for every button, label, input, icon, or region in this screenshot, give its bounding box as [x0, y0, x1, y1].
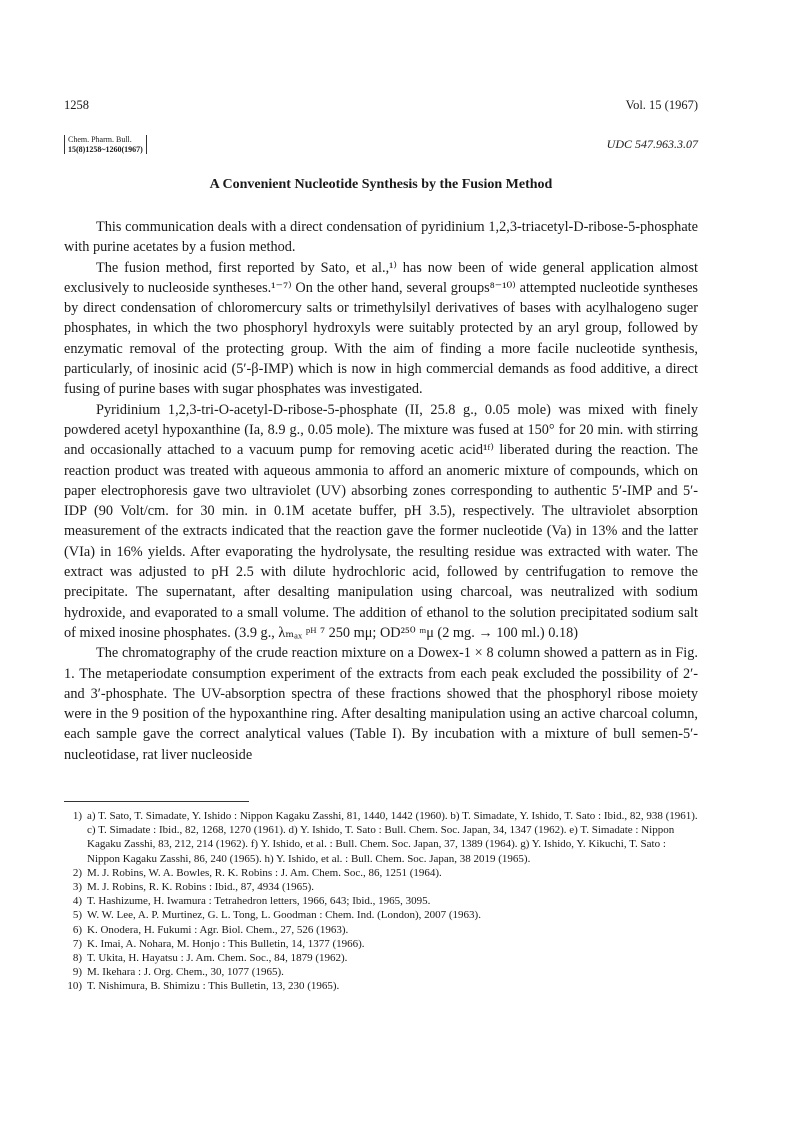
reference-item [64, 937, 698, 951]
reference-text: T. Hashizume, H. Iwamura : Tetrahedron letters, 1966, 643; Ibid., 1965, 3095. [87, 895, 431, 908]
article-body [64, 217, 698, 765]
reference-item [64, 979, 698, 993]
running-header [64, 98, 698, 114]
reference-number: 3) [72, 881, 82, 894]
udc-code: UDC 547.963.3.07 [606, 137, 698, 151]
reference-number: 10) [67, 980, 82, 993]
reference-text: M. J. Robins, R. K. Robins : Ibid., 87, 4934 (1965). [87, 881, 315, 894]
reference-text: K. Onodera, H. Fukumi : Agr. Biol. Chem., 27, 526 (1963). [87, 923, 349, 936]
paragraph: The chromatography of the crude reaction mixture on a Dowex-1 × 8 column showed a pattern as in Fig. 1. The metaperiodate consumption experiment of the extracts from each peak excluded the possibility of 2′- and 3′-phosphate. The UV-absorption spectra of these fractions showed that the phosphoryl ribose moiety were in the 9 position of the hypoxanthine ring. After desalting manipulation using an active charcoal column, each sample gave the correct analytical values (Table I). By incubation with a mixture of bull semen-5′-nucleotidase, rat liver nucleoside [64, 645, 698, 763]
reference-text: M. J. Robins, W. A. Bowles, R. K. Robins : J. Am. Chem. Soc., 86, 1251 (1964). [87, 866, 442, 879]
reference-text: T. Ukita, H. Hayatsu : J. Am. Chem. Soc., 84, 1879 (1962). [87, 952, 348, 965]
citation-issue: 15(8)1258~1260(1967) [68, 144, 143, 154]
page-number: 1258 [64, 98, 89, 112]
paragraph: This communication deals with a direct condensation of pyridinium 1,2,3-triacetyl-D-ribose-5-phosphate with purine acetates by a fusion method. [64, 219, 698, 256]
reference-number: 6) [72, 923, 82, 936]
article-meta [64, 135, 698, 159]
reference-item [64, 951, 698, 965]
reference-number: 4) [72, 895, 82, 908]
reference-item [64, 866, 698, 880]
reference-number: 2) [72, 866, 82, 879]
paragraph: The fusion method, first reported by Sato, et al.,¹⁾ has now been of wide general application almost exclusively to nucleoside syntheses.¹⁻⁷⁾ On the other hand, several groups⁸⁻¹⁰⁾ attempted nucleotide syntheses by direct condensation of chloromercury salts or trimethylsilyl derivatives of bases with acylhalogeno suger phosphates, in which the two phosphoryl hydroxyls were suitably protected by an aryl group, followed by enzymatic removal of the protecting group. With the aim of finding a more facile nucleotide synthesis, particularly, of inosinic acid (5′-β-IMP) which is now in high commercial demands as food additive, a direct fusing of purine bases with sugar phosphates was investigated. [64, 259, 698, 398]
citation-journal: Chem. Pharm. Bull. [68, 135, 132, 144]
reference-text: W. W. Lee, A. P. Murtinez, G. L. Tong, L. Goodman : Chem. Ind. (London), 2007 (1963). [87, 909, 481, 922]
reference-number: 1) [72, 810, 82, 822]
reference-text: K. Imai, A. Nohara, M. Honjo : This Bulletin, 14, 1377 (1966). [87, 937, 365, 950]
volume-label: Vol. 15 (1967) [625, 98, 698, 112]
reference-number: 7) [72, 937, 82, 950]
reference-item [64, 908, 698, 922]
reference-text: M. Ikehara : J. Org. Chem., 30, 1077 (1965). [87, 966, 284, 979]
citation-box [64, 135, 147, 154]
article-title: A Convenient Nucleotide Synthesis by the Fusion Method [209, 177, 553, 192]
reference-item [64, 880, 698, 894]
reference-number: 5) [72, 909, 82, 922]
reference-number: 8) [72, 952, 82, 965]
reference-text: T. Nishimura, B. Shimizu : This Bulletin, 13, 230 (1965). [87, 980, 340, 993]
reference-item [64, 894, 698, 908]
paragraph: Pyridinium 1,2,3-tri-O-acetyl-D-ribose-5-phosphate (II, 25.8 g., 0.05 mole) was mixed with finely powdered acetyl hypoxanthine (Ia, 8.9 g., 0.05 mole). The mixture was fused at 150° for 20 min. with stirring and occasionally attached to a vacuum pump for removing acetic acid¹ᶠ⁾ liberated during the reaction. The reaction product was treated with aqueous ammonia to afford an anomeric mixture of compounds, which on paper electrophoresis gave two ultraviolet (UV) absorbing zones corresponding to authentic 5′-IMP and 5′-IDP (90 Volt/cm. for 30 min. in 0.1M acetate buffer, pH 3.5), respectively. The ultraviolet absorption measurement of the extracts indicated that the reaction gave the former nucleotide (Va) in 13% and the latter (VIa) in 16% yields. After evaporating the hydrolysate, the resulting residue was extracted with water. The extract was adjusted to pH 2.5 with dilute hydrochloric acid, followed by centrifugation to remove the precipitate. The supernatant, after desalting manipulation using charcoal, was neutralized with sodium hydroxide, and evaporated to a small volume. The addition of ethanol to the solution precipitated sodium salt of mixed inosine phosphates. (3.9 g., λₘₐₓ ᵖᴴ ⁷ 250 mμ; OD²⁵⁰ ᵐμ (2 mg. → 100 ml.) 0.18) [64, 401, 698, 641]
reference-number: 9) [72, 966, 82, 979]
footnote-divider [64, 801, 249, 802]
references-list [64, 809, 698, 994]
reference-item [64, 809, 698, 866]
reference-item [64, 965, 698, 979]
reference-text: a) T. Sato, T. Simadate, Y. Ishido : Nippon Kagaku Zasshi, 81, 1440, 1442 (1960). b) T. Simadate, Y. Ishido, T. Sato : Ibid., 82, 938 (1961). c) T. Simadate : Ibid., 82, 1268, 1270 (1961). d) Y. Ishido, T. Sato : Bull. Chem. Soc. Japan, 34, 1347 (1962). e) T. Simadate : Nippon Kagaku Zasshi, 83, 212, 214 (1962). f) Y. Ishido, et al. : Bull. Chem. Soc. Japan, 37, 1389 (1964). g) Y. Ishido, Y. Kikuchi, T. Sato : Nippon Kagaku Zasshi, 86, 240 (1965). h) Y. Ishido, et al. : Bull. Chem. Soc. Japan, 38 2019 (1965). [87, 810, 698, 865]
reference-item [64, 923, 698, 937]
